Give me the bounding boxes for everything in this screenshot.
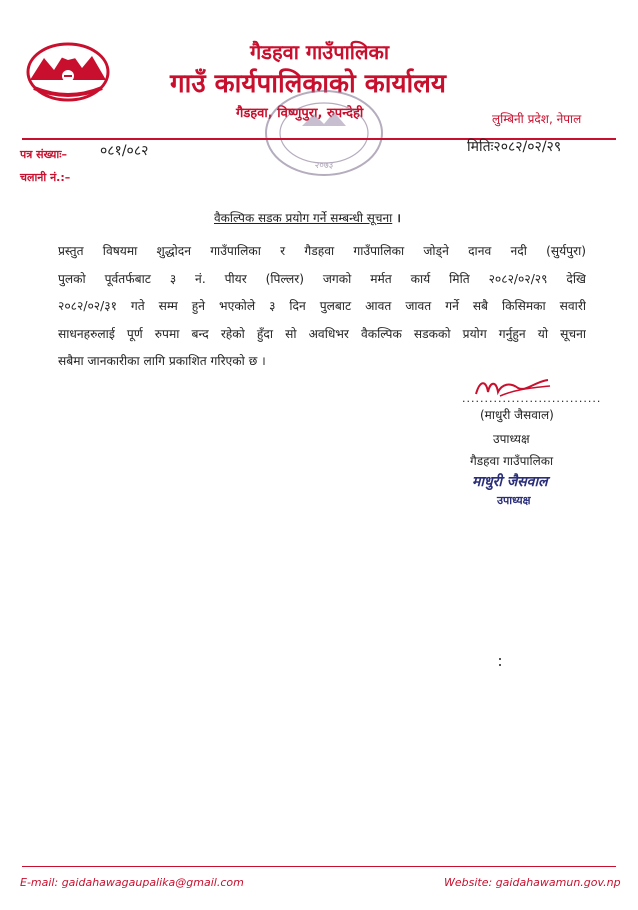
body-line: प्रस्तुत विषयमा शुद्धोदन गाउँपालिका र गैडहवा गाउँपालिका जोड्ने दानव नदी (सुर्यपुरा) <box>58 244 586 258</box>
office-address: गैडहवा, विष्णुपुरा, रुपन्देही <box>236 106 364 121</box>
body-line: साधनहरुलाई पूर्ण रुपमा बन्द रहेको हुँदा सो अवधिभर वैकल्पिक सडकको प्रयोग गर्नुहुन यो सूचना <box>58 327 586 341</box>
subject-text: वैकल्पिक सडक प्रयोग गर्ने सम्बन्धी सूचना <box>214 211 393 225</box>
signatory-office: गैडहवा गाउँपालिका <box>470 454 554 468</box>
dispatch-label: चलानी नं.:– <box>20 171 71 184</box>
body-line: सबैमा जानकारीका लागि प्रकाशित गरिएको छ । <box>58 354 266 368</box>
office-name: गैडहवा गाउँपालिका <box>250 40 390 64</box>
body-line: पुलको पूर्वतर्फबाट ३ नं. पीयर (पिल्लर) जगको मर्मत कार्य मिति २०८२/०२/२९ देखि <box>58 272 586 286</box>
signature-line: ............................... <box>462 392 602 405</box>
seal-year: २०७३ <box>314 161 334 171</box>
reference-label: पत्र संख्याः– <box>20 148 67 161</box>
notice-subject <box>214 209 401 226</box>
office-seal-icon <box>262 88 386 178</box>
nepal-emblem-icon <box>24 36 112 104</box>
reference-number: ०८१/०८२ <box>100 143 149 159</box>
scan-speck <box>499 664 501 666</box>
signatory-designation: उपाध्यक्ष <box>493 432 530 446</box>
name-stamp: माधुरी जैसवाल <box>472 474 548 490</box>
letter-date: मितिः२०८२/०२/२९ <box>467 139 562 155</box>
footer-website: Website: gaidahawamun.gov.np <box>444 876 621 889</box>
subject-suffix: । <box>392 211 401 225</box>
scan-speck <box>499 658 501 660</box>
signatory-name: (माधुरी जैसवाल) <box>480 408 554 422</box>
footer-email: E-mail: gaidahawagaupalika@gmail.com <box>20 876 244 889</box>
footer-divider <box>22 866 616 867</box>
body-line: २०८२/०२/३१ गते सम्म हुने भएकोले ३ दिन पुलबाट आवत जावत गर्ने सबै किसिमका सवारी <box>58 299 586 313</box>
province-text: लुम्बिनी प्रदेश, नेपाल <box>492 112 582 126</box>
designation-stamp: उपाध्यक्ष <box>497 494 531 507</box>
office-title: गाउँ कार्यपालिकाको कार्यालय <box>170 69 446 99</box>
